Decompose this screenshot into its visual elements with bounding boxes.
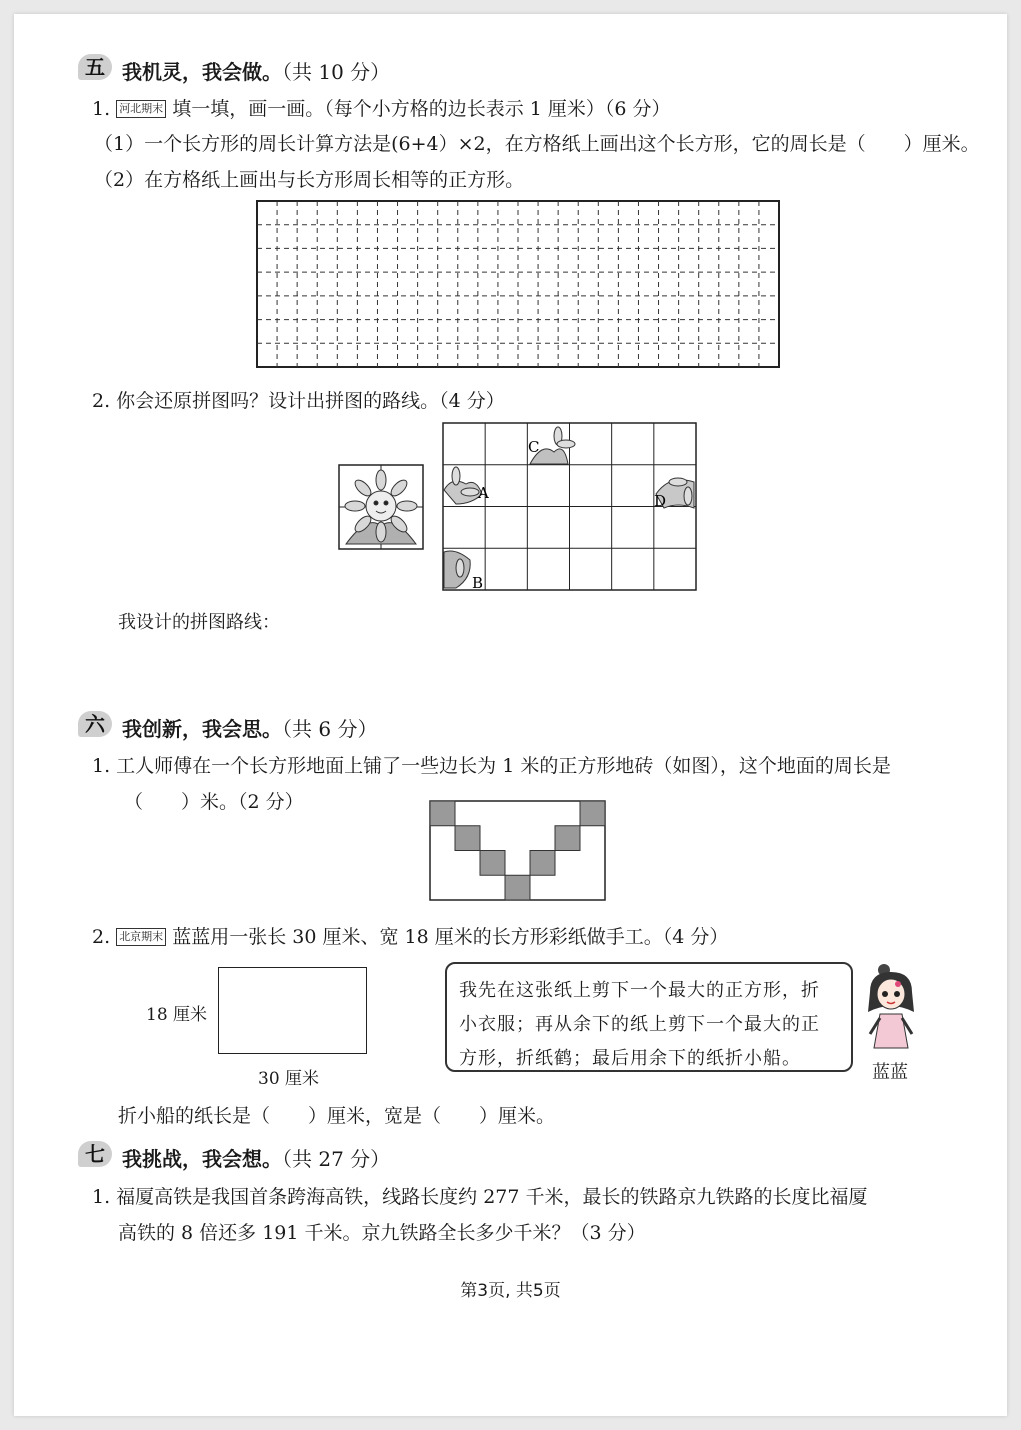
- width-label: 30 厘米: [258, 1069, 320, 1089]
- s6-q2-number: 2.: [92, 926, 111, 948]
- s5-q1-header: [92, 94, 671, 121]
- puzzle-piece[interactable]: [338, 464, 424, 550]
- floor-tile: [580, 801, 605, 826]
- section-5-title: [122, 56, 390, 85]
- bubble-line-3: 方形，折纸鹤；最后用余下的纸折小船。: [459, 1048, 801, 1069]
- section-7-title: [122, 1143, 390, 1172]
- character-lanlan-icon: [862, 962, 920, 1052]
- speech-bubble: [445, 962, 853, 1072]
- floor-tile: [455, 826, 480, 851]
- source-tag: 北京期末: [116, 928, 166, 946]
- label-d: D: [654, 492, 667, 510]
- s6-q1-line1: 1. 工人师傅在一个长方形地面上铺了一些边长为 1 米的正方形地砖（如图），这个地面的周长是: [92, 755, 891, 777]
- s5-q1-number: 1.: [92, 98, 111, 120]
- s6-q1-line2: （ ）米。（2 分）: [124, 791, 304, 813]
- source-tag: 河北期末: [116, 100, 166, 118]
- floor-tile: [480, 851, 505, 876]
- label-c: C: [528, 438, 540, 456]
- floor-tile: [505, 875, 530, 900]
- worksheet-page: [14, 14, 1007, 1416]
- grid-paper[interactable]: [256, 200, 780, 368]
- tile-floor-figure: [429, 800, 607, 902]
- section-5-badge: 五: [78, 54, 112, 80]
- floor-tile: [530, 851, 555, 876]
- s6-q2-answer: 折小船的纸长是（ ）厘米，宽是（ ）厘米。: [118, 1105, 556, 1127]
- s6-q2-text: 蓝蓝用一张长 30 厘米、宽 18 厘米的长方形彩纸做手工。（4 分）: [172, 926, 729, 948]
- puzzle-board[interactable]: [442, 422, 698, 592]
- section-6-score: （共 6 分）: [282, 717, 378, 741]
- floor-tile: [555, 826, 580, 851]
- section-7-title-text: 我挑战，我会想。: [122, 1147, 282, 1171]
- s5-q1-sub1: （1）一个长方形的周长计算方法是(6+4）×2，在方格纸上画出这个长方形，它的周长是（ ）厘米。: [94, 133, 980, 155]
- label-a: A: [478, 484, 489, 502]
- s5-q1-text: 填一填，画一画。（每个小方格的边长表示 1 厘米）（6 分）: [172, 98, 671, 120]
- s7-q1-line2: 高铁的 8 倍还多 191 千米。京九铁路全长多少千米？（3 分）: [118, 1222, 646, 1244]
- height-label: 18 厘米: [146, 1005, 208, 1025]
- bubble-line-2: 小衣服；再从余下的纸上剪下一个最大的正: [459, 1014, 820, 1035]
- bubble-line-1: 我先在这张纸上剪下一个最大的正方形，折: [459, 980, 820, 1001]
- floor-tile: [430, 801, 455, 826]
- page-footer: 第3页, 共5页: [460, 1281, 561, 1301]
- section-5-title-text: 我机灵，我会做。: [122, 60, 282, 84]
- section-7-score: （共 27 分）: [282, 1147, 391, 1171]
- section-6-badge: 六: [78, 711, 112, 737]
- section-5-score: （共 10 分）: [282, 60, 391, 84]
- s7-q1-line1: 1. 福厦高铁是我国首条跨海高铁，线路长度约 277 千米，最长的铁路京九铁路的长度比福厦: [92, 1186, 868, 1208]
- section-7-badge: 七: [78, 1141, 112, 1167]
- section-6-title-text: 我创新，我会思。: [122, 717, 282, 741]
- section-6-title: [122, 713, 377, 742]
- s5-q1-sub2: （2）在方格纸上画出与长方形周长相等的正方形。: [94, 169, 525, 191]
- route-answer-prompt: 我设计的拼图路线：: [118, 612, 280, 633]
- label-b: B: [472, 574, 484, 592]
- paper-rectangle: [218, 967, 367, 1054]
- s6-q2-header: [92, 922, 728, 949]
- character-name: 蓝蓝: [872, 1062, 908, 1083]
- s5-q2-text: 2. 你会还原拼图吗？设计出拼图的路线。（4 分）: [92, 390, 505, 412]
